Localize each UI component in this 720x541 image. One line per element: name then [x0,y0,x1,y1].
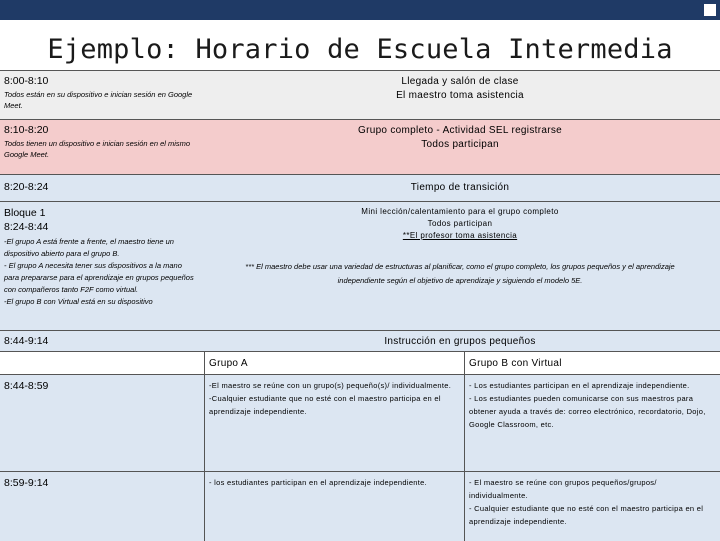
row-note: -El grupo A está frente a frente, el maestro tiene un dispositivo abierto para el grupo B. [4,237,174,258]
group-b-text: - El maestro se reúne con grupos pequeños/grupos/ individualmente. [469,478,657,500]
time-label: 8:00-8:10 [4,75,49,87]
row-note: Todos tienen un dispositivo e inician sesión en el mismo Google Meet. [4,139,191,159]
group-a-text: -El maestro se reúne con un grupo(s) pequeño(s)/ individualmente. [209,381,452,390]
activity-line: Todos participan [427,219,493,228]
group-header-row [0,352,720,375]
activity-cell [200,71,720,119]
group-b-text: - Cualquier estudiante que no esté con el maestro participa en el aprendizaje independiente. [469,504,704,526]
schedule-row [0,71,720,120]
activity-line: Grupo completo - Actividad SEL registrarse [358,125,562,136]
time-label: 8:59-9:14 [4,477,49,489]
activity-line: Tiempo de transición [410,182,510,193]
row-note: Todos están en su dispositivo e inician sesión en Google Meet. [4,90,193,110]
time-cell [0,120,200,174]
block-label: Bloque 1 [4,207,46,219]
activity-cell [200,175,720,201]
time-cell [0,175,200,201]
group-b-text: - Los estudiantes participan en el aprendizaje independiente. [469,381,690,390]
group-row [0,472,720,541]
schedule-row [0,175,720,202]
activity-cell [200,331,720,351]
group-a-text: - los estudiantes participan en el aprendizaje independiente. [209,478,428,487]
group-row [0,375,720,472]
activity-line: Llegada y salón de clase [401,76,519,87]
group-b-header: Grupo B con Virtual [469,358,562,369]
time-cell [0,375,205,471]
activity-line: **El profesor toma asistencia [402,231,518,240]
schedule-table [0,70,720,526]
empty-cell [0,352,205,374]
schedule-row [0,120,720,175]
activity-line: Todos participan [421,139,499,150]
group-a-text: -Cualquier estudiante que no esté con el maestro participa en el aprendizaje independiente. [209,394,441,416]
activity-note: *** El maestro debe usar una variedad de estructuras al planificar, como el grupo completo, los grupos pequeños y el aprendizaje independiente según el objetivo de aprendizaje y siguiendo el modelo 5E. [245,262,675,285]
group-a-cell [205,375,465,471]
group-b-cell [465,375,720,471]
time-label: 8:20-8:24 [4,181,49,193]
time-cell [0,331,200,351]
header-square [704,4,716,16]
page-title: Ejemplo: Horario de Escuela Intermedia [47,34,673,65]
activity-line: Instrucción en grupos pequeños [384,336,536,347]
time-label: 8:10-8:20 [4,124,49,136]
activity-cell [200,202,720,330]
activity-line: El maestro toma asistencia [396,90,524,101]
time-label: 8:44-8:59 [4,380,49,392]
time-label: 8:44-9:14 [4,335,49,347]
header-bar [0,0,720,20]
row-note: -El grupo B con Virtual está en su dispositivo [4,297,153,306]
time-label: 8:24-8:44 [4,221,49,233]
row-note: - El grupo A necesita tener sus dispositivos a la mano para prepararse para el aprendizaje en grupos pequeños con compañeros tanto F2F como virtual. [4,261,194,294]
group-a-header: Grupo A [205,352,465,374]
activity-line: Mini lección/calentamiento para el grupo completo [361,207,559,216]
activity-cell [200,120,720,174]
group-b-text: - Los estudiantes pueden comunicarse con sus maestros para obtener ayuda a través de: correo electrónico, recordatorio, Dojo, Google Classroom, etc. [469,394,706,429]
time-cell [0,472,205,541]
group-a-cell [205,472,465,541]
group-b-cell [465,472,720,541]
schedule-row [0,331,720,352]
time-cell [0,202,200,330]
schedule-row [0,202,720,331]
time-cell [0,71,200,119]
